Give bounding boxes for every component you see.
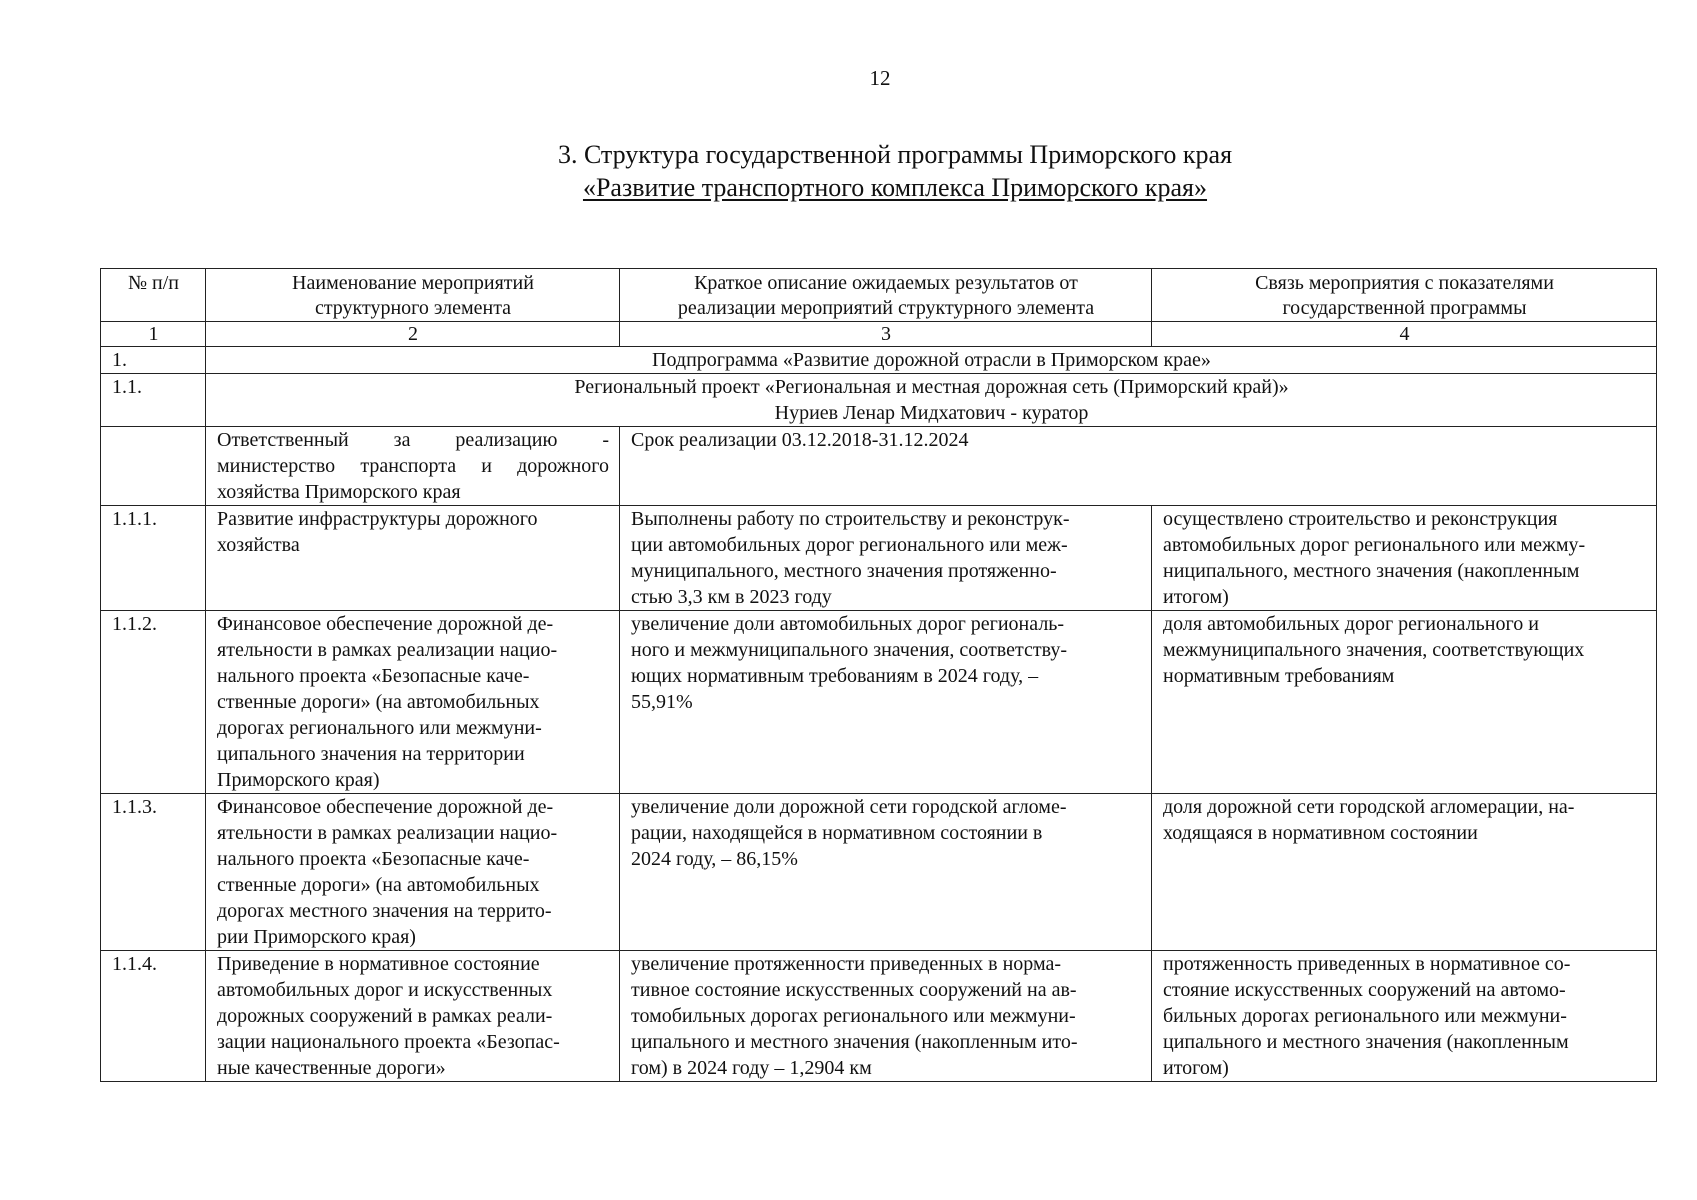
column-number-4: 4: [1152, 322, 1657, 347]
row-number: 1.1.2.: [101, 611, 206, 794]
document-title: [0, 138, 1697, 204]
implementation-term: Срок реализации 03.12.2018-31.12.2024: [620, 427, 1657, 506]
column-number-1: 1: [101, 322, 206, 347]
project-row: [101, 374, 1657, 427]
row-number: 1.1.1.: [101, 506, 206, 611]
header-indicator-link: Связь мероприятия с показателями государственной программы: [1152, 269, 1657, 322]
project-title: [206, 374, 1657, 427]
responsible-number-empty: [101, 427, 206, 506]
project-curator: Нуриев Ленар Мидхатович - куратор: [774, 402, 1089, 424]
header-expected-results: Краткое описание ожидаемых результатов от реализации мероприятий структурного элемента: [620, 269, 1152, 322]
title-line-2: «Развитие транспортного комплекса Приморского края»: [582, 173, 1208, 202]
table-row: [101, 951, 1657, 1082]
row-indicator: доля дорожной сети городской агломерации, на- ходящаяся в нормативном состоянии: [1152, 794, 1657, 951]
row-activity-name: Развитие инфраструктуры дорожного хозяйства: [206, 506, 620, 611]
column-number-3: 3: [620, 322, 1152, 347]
row-activity-name: Финансовое обеспечение дорожной де- ятельности в рамках реализации нацио- нального проекта «Безопасные каче- ственные дороги» (на автомобильных дорогах регионального или межмуни- ципального значения на территории Приморского края): [206, 611, 620, 794]
project-title-line-1: Региональный проект «Региональная и местная дорожная сеть (Приморский край)»: [574, 376, 1289, 398]
row-expected-result: увеличение протяженности приведенных в норма- тивное состояние искусственных сооружений на ав- томобильных дорогах регионального или межмуни- ципального и местного значения (накопленным ито- гом) в 2024 году – 1,2904 км: [620, 951, 1152, 1082]
row-number: 1.1.4.: [101, 951, 206, 1082]
row-expected-result: увеличение доли автомобильных дорог региональ- ного и межмуниципального значения, соответству- ющих нормативным требованиям в 2024 году, – 55,91%: [620, 611, 1152, 794]
row-activity-name: Финансовое обеспечение дорожной де- ятельности в рамках реализации нацио- нального проекта «Безопасные каче- ственные дороги» (на автомобильных дорогах местного значения на террито- рии Приморского края): [206, 794, 620, 951]
title-line-1: 3. Структура государственной программы Приморского края: [557, 140, 1233, 169]
table-row: [101, 611, 1657, 794]
row-activity-name: Приведение в нормативное состояние автомобильных дорог и искусственных дорожных сооружений в рамках реали- зации национального проекта «Безопас- ные качественные дороги»: [206, 951, 620, 1082]
column-number-row: [101, 322, 1657, 347]
header-activity-name: Наименование мероприятий структурного элемента: [206, 269, 620, 322]
table-row: [101, 794, 1657, 951]
subprogram-number: 1.: [101, 347, 206, 374]
row-expected-result: увеличение доли дорожной сети городской агломе- рации, находящейся в нормативном состоянии в 2024 году, – 86,15%: [620, 794, 1152, 951]
structure-table: [100, 268, 1657, 1082]
column-number-2: 2: [206, 322, 620, 347]
table-header-row: [101, 269, 1657, 322]
header-number: № п/п: [101, 269, 206, 322]
subprogram-title: Подпрограмма «Развитие дорожной отрасли в Приморском крае»: [206, 347, 1657, 374]
row-number: 1.1.3.: [101, 794, 206, 951]
project-number: 1.1.: [101, 374, 206, 427]
table-row: [101, 506, 1657, 611]
page-number: 12: [869, 66, 891, 90]
row-indicator: доля автомобильных дорог регионального и межмуниципального значения, соответствующих нормативным требованиям: [1152, 611, 1657, 794]
responsible-ministry: Ответственный за реализацию - министерство транспорта и дорожного хозяйства Приморского края: [206, 427, 620, 506]
row-indicator: осуществлено строительство и реконструкция автомобильных дорог регионального или межму- ниципального, местного значения (накопленным итогом): [1152, 506, 1657, 611]
subprogram-row: [101, 347, 1657, 374]
row-indicator: протяженность приведенных в нормативное со- стояние искусственных сооружений на автомо- бильных дорогах регионального или межмуни- ципального и местного значения (накопленным итогом): [1152, 951, 1657, 1082]
row-expected-result: Выполнены работу по строительству и реконструк- ции автомобильных дорог регионального или меж- муниципального, местного значения протяженно- стью 3,3 км в 2023 году: [620, 506, 1152, 611]
responsible-row: [101, 427, 1657, 506]
